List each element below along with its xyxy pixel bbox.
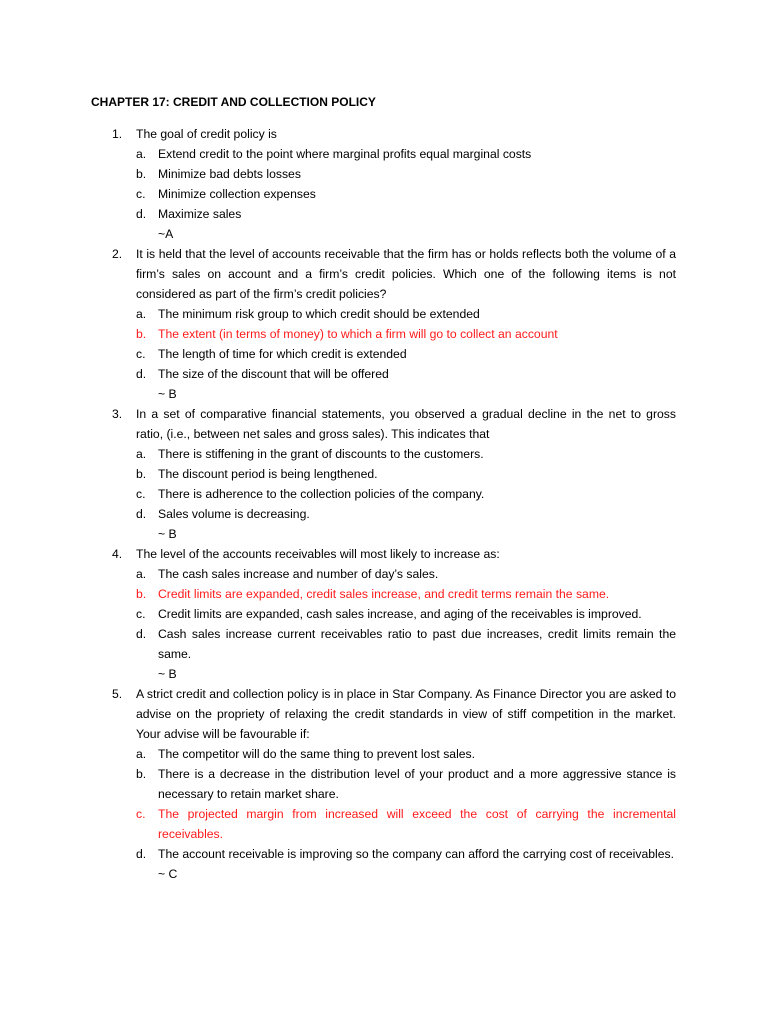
option-d [0,504,768,524]
option-d [0,364,768,384]
option-text: Sales volume is decreasing. [158,507,310,521]
question-number: 4. [112,547,123,561]
option-a [0,744,768,764]
question-number: 5. [112,687,123,701]
option-text: The cash sales increase and number of day’s sales. [158,567,439,581]
option-letter: b. [136,467,147,481]
option-c-correct [0,804,768,844]
option-text: The projected margin from increased will exceed the cost of carrying the incremental receivables. [158,807,676,841]
option-text: Minimize collection expenses [158,187,316,201]
option-letter: a. [136,147,147,161]
option-text: There is a decrease in the distribution level of your product and a more aggressive stance is necessary to retain market share. [158,767,676,801]
question-text: The level of the accounts receivables will most likely to increase as: [136,547,500,561]
option-text: The account receivable is improving so the company can afford the carrying cost of receivables. [158,847,674,861]
option-letter: a. [136,447,147,461]
question-text: In a set of comparative financial statements, you observed a gradual decline in the net to gross ratio, (i.e., between net sales and gross sales). This indicates that [136,407,676,441]
question-5 [0,684,768,884]
option-c [0,604,768,624]
option-list [0,304,768,384]
option-text: Extend credit to the point where marginal profits equal marginal costs [158,147,532,161]
question-text: The goal of credit policy is [136,127,277,141]
question-number: 2. [112,247,123,261]
option-a [0,144,768,164]
answer-key: ~ B [158,387,177,401]
option-letter: a. [136,307,147,321]
option-letter: b. [136,587,147,601]
option-letter: b. [136,167,147,181]
answer-key: ~ C [158,867,178,881]
option-text: The size of the discount that will be offered [158,367,389,381]
option-text: The discount period is being lengthened. [158,467,378,481]
option-a [0,444,768,464]
option-d [0,204,768,224]
answer-key: ~A [158,227,174,241]
option-letter: c. [136,487,146,501]
answer-key: ~ B [158,527,177,541]
option-text: There is adherence to the collection policies of the company. [158,487,485,501]
option-list [0,444,768,524]
option-text: The competitor will do the same thing to prevent lost sales. [158,747,476,761]
option-letter: d. [136,507,147,521]
option-c [0,184,768,204]
question-number: 1. [112,127,123,141]
option-a [0,304,768,324]
option-letter: a. [136,567,147,581]
option-b-correct [0,324,768,344]
question-2 [0,244,768,404]
option-text: Maximize sales [158,207,242,221]
option-letter: d. [136,367,147,381]
option-letter: c. [136,347,146,361]
option-letter: b. [136,327,147,341]
option-text: The minimum risk group to which credit should be extended [158,307,480,321]
option-b [0,164,768,184]
option-c [0,344,768,364]
option-letter: c. [136,607,146,621]
option-letter: a. [136,747,147,761]
option-b [0,764,768,804]
option-b-correct [0,584,768,604]
option-list [0,564,768,664]
option-d [0,844,768,864]
option-text: The extent (in terms of money) to which a firm will go to collect an account [158,327,558,341]
option-b [0,464,768,484]
option-text: There is stiffening in the grant of discounts to the customers. [158,447,484,461]
option-c [0,484,768,504]
option-a [0,564,768,584]
option-d [0,624,768,664]
option-letter: b. [136,767,147,781]
option-list [0,144,768,224]
question-list [0,124,768,884]
option-text: Cash sales increase current receivables ratio to past due increases, credit limits remain the same. [158,627,676,661]
option-letter: c. [136,187,146,201]
question-text: A strict credit and collection policy is in place in Star Company. As Finance Director you are asked to advise on the propriety of relaxing the credit standards in view of stiff competition in the market. Your advise will be favourable if: [136,687,676,741]
option-text: Credit limits are expanded, cash sales increase, and aging of the receivables is improved. [158,607,642,621]
question-number: 3. [112,407,123,421]
question-4 [0,544,768,684]
question-text: It is held that the level of accounts receivable that the firm has or holds reflects both the volume of a firm’s sales on account and a firm’s credit policies. Which one of the following items is not considered as part of the firm’s credit policies? [136,247,676,301]
option-letter: d. [136,207,147,221]
option-letter: c. [136,807,146,821]
option-text: Credit limits are expanded, credit sales increase, and credit terms remain the same. [158,587,610,601]
option-text: Minimize bad debts losses [158,167,301,181]
option-letter: d. [136,847,147,861]
answer-key: ~ B [158,667,177,681]
question-1 [0,124,768,244]
option-list [0,744,768,864]
question-3 [0,404,768,544]
option-letter: d. [136,627,147,641]
chapter-title: CHAPTER 17: CREDIT AND COLLECTION POLICY [91,95,376,109]
option-text: The length of time for which credit is extended [158,347,407,361]
